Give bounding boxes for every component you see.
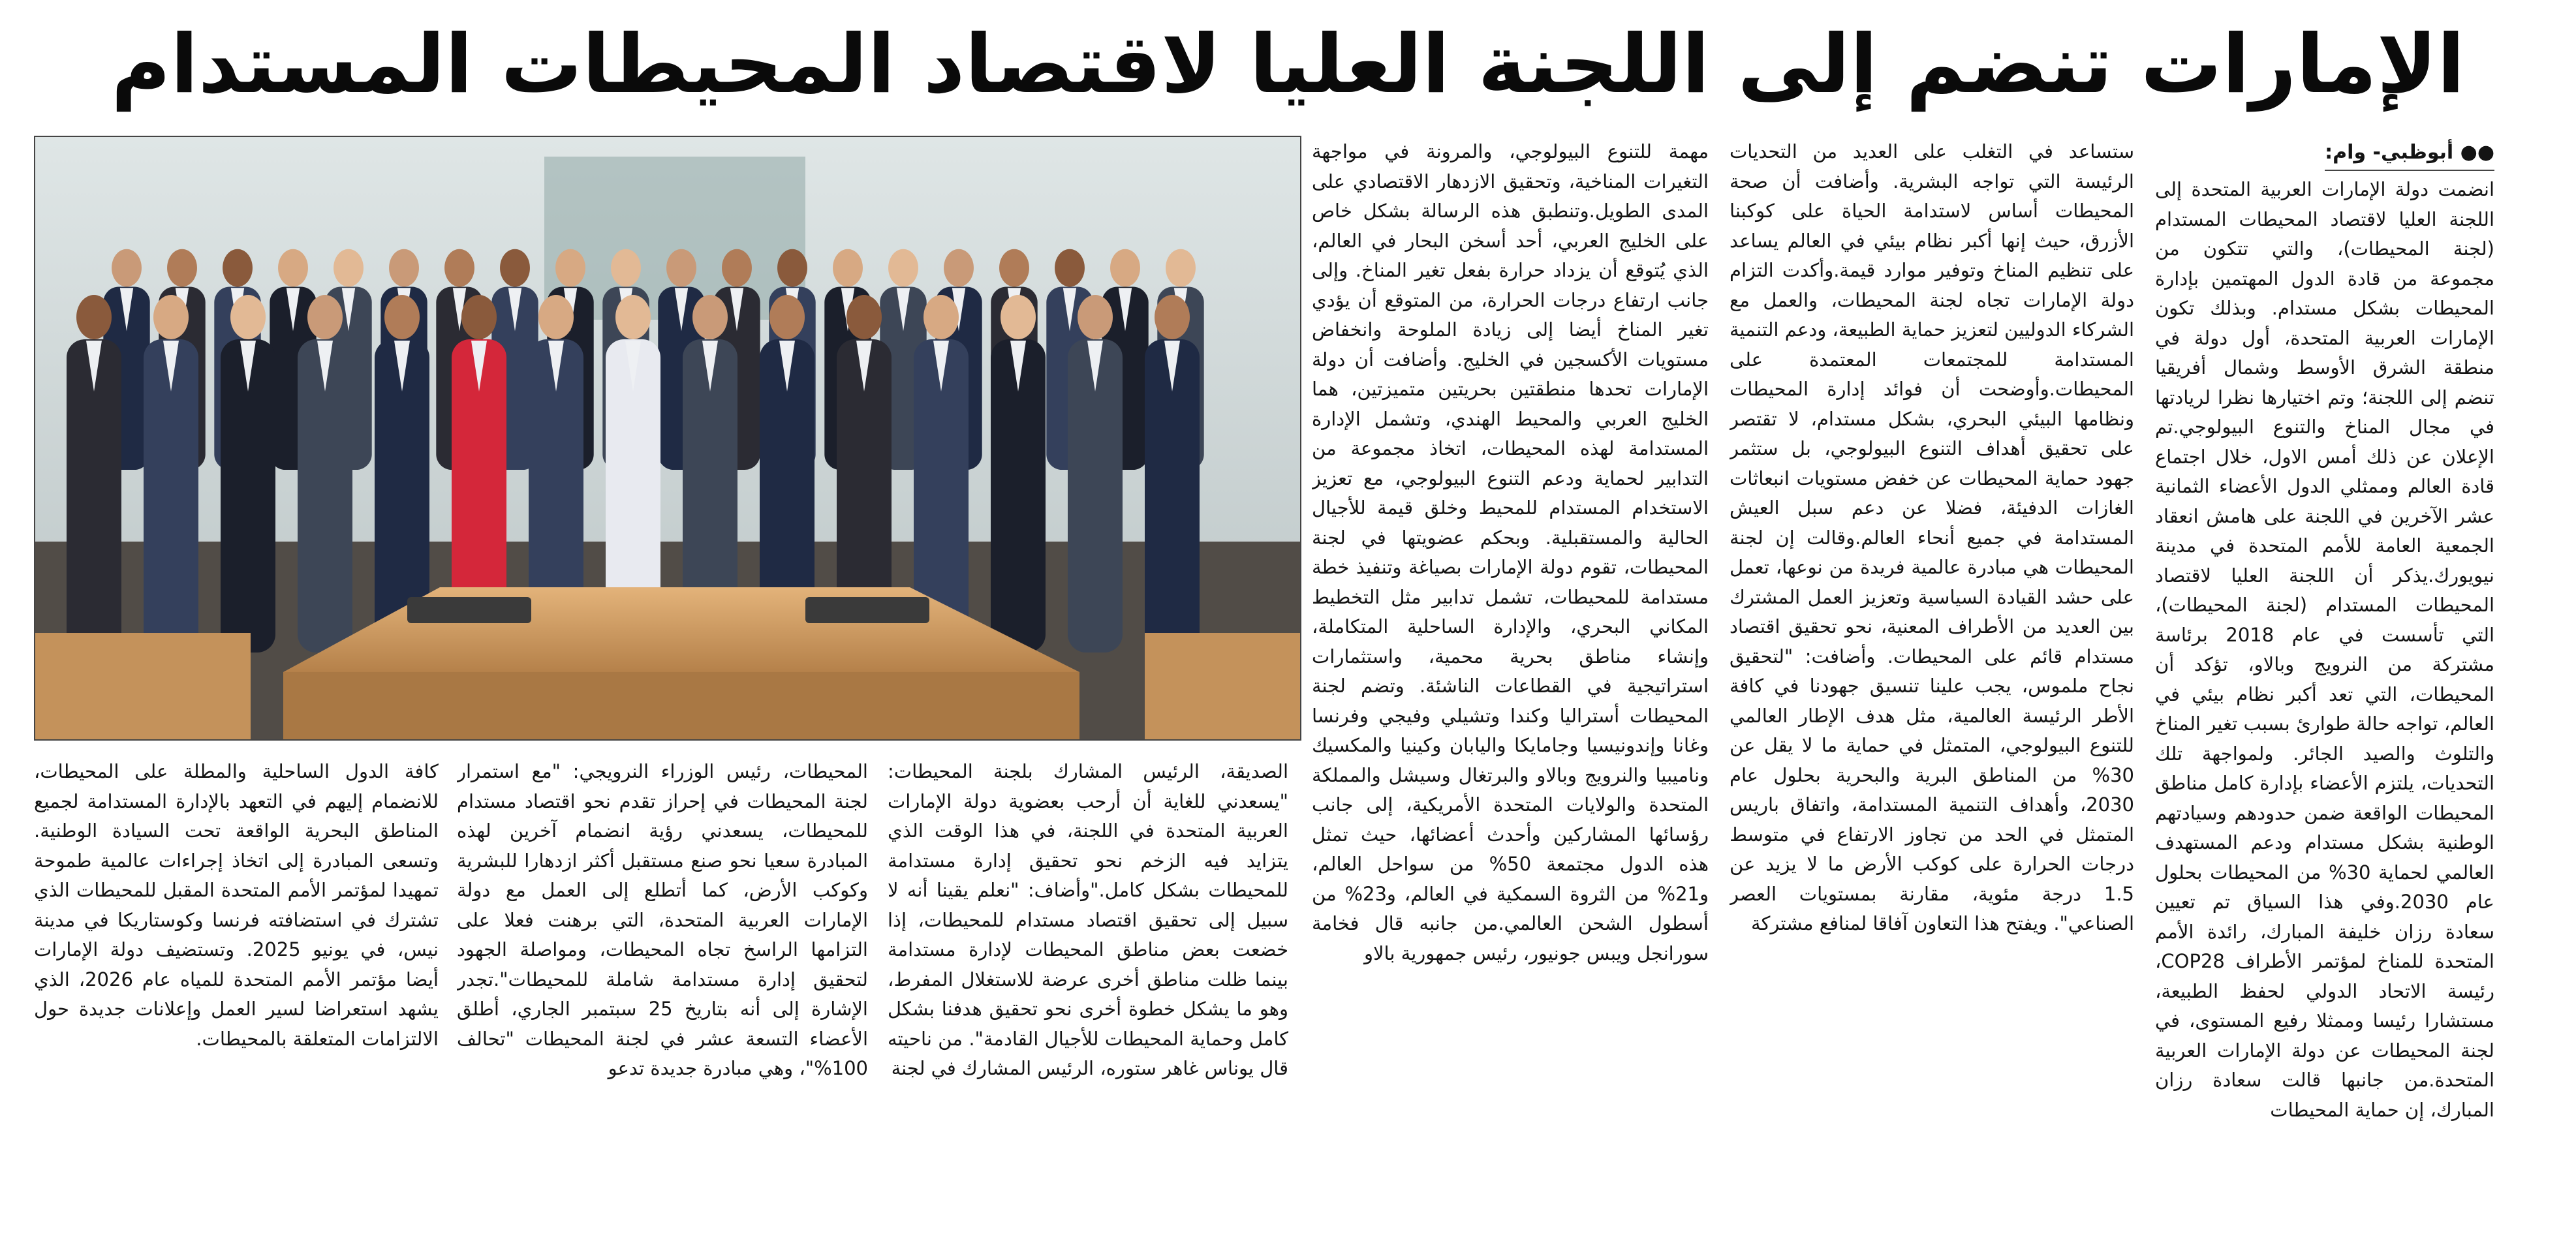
- article-column-1: [2155, 137, 2494, 1240]
- person-figure: [1145, 295, 1200, 653]
- article-column-3: [1312, 137, 1709, 1240]
- column-6-text: كافة الدول الساحلية والمطلة على المحيطات، للانضمام إليهم في التعهد بالإدارة المستدامة لجميع المناطق البحرية الواقعة تحت السيادة الوطنية. وتسعى المبادرة إلى اتخاذ إجراءات عالمية طموحة تمهيدا لمؤتمر الأمم المتحدة المقبل للمحيطات الذي تشترك في استضافته فرنسا وكوستاريكا في مدينة نيس، في يونيو 2025. وتستضيف دولة الإمارات أيضا مؤتمر الأمم المتحدة للمياه عام 2026، الذي يشهد استعراضا لسير العمل وإعلانات جديدة حول الالتزامات المتعلقة بالمحيطات.: [34, 760, 439, 1050]
- dateline: ●● أبوظبي- وام:: [2325, 137, 2494, 171]
- article-column-5: [457, 757, 868, 1246]
- person-figure: [67, 295, 121, 653]
- person-figure: [144, 295, 198, 653]
- column-1-text: انضمت دولة الإمارات العربية المتحدة إلى اللجنة العليا لاقتصاد المحيطات المستدام (لجنة المحيطات)، والتي تتكون من مجموعة من قادة الدول المهتمين بإدارة المحيطات بشكل مستدام. وبذلك تكون الإمارات العربية المتحدة، أول دولة في منطقة الشرق الأوسط وشمال أفريقيا تنضم إلى اللجنة؛ وتم اختيارها نظرا لريادتها في مجال المناخ والتنوع البيولوجي.تم الإعلان عن ذلك أمس الاول، خلال اجتماع قادة العالم وممثلي الدول الأعضاء الثمانية عشر الآخرين في اللجنة على هامش انعقاد الجمعية العامة للأمم المتحدة في مدينة نيويورك.يذكر أن اللجنة العليا لاقتصاد المحيطات المستدام (لجنة المحيطات)، التي تأسست في عام 2018 برئاسة مشتركة من النرويج وبالاو، تؤكد أن المحيطات، التي تعد أكبر نظام بيئي في العالم، تواجه حالة طوارئ بسبب تغير المناخ والتلوث والصيد الجائر. ولمواجهة تلك التحديات، يلتزم الأعضاء بإدارة كامل مناطق المحيطات الواقعة ضمن حدودهم وسيادتهم الوطنية بشكل مستدام ودعم المستهدف العالمي لحماية 30% من المحيطات بحلول عام 2030.وفي هذا السياق تم تعيين سعادة رزان خليفة المبارك، رائدة الأمم المتحدة للمناخ لمؤتمر الأطراف COP28، رئيسة الاتحاد الدولي لحفظ الطبيعة، مستشارا رئيسا وممثلا رفيع المستوى، في لجنة المحيطات عن دولة الإمارات العربية المتحدة.من جانبها قالت سعادة رزان المبارك، إن حماية المحيطات: [2155, 178, 2494, 1121]
- person-figure: [221, 295, 275, 653]
- group-photo: [34, 136, 1301, 741]
- person-figure: [991, 295, 1046, 653]
- column-3-text: مهمة للتنوع البيولوجي، والمرونة في مواجهة التغيرات المناخية، وتحقيق الازدهار الاقتصادي على المدى الطويل.وتنطبق هذه الرسالة بشكل خاص على الخليج العربي، أحد أسخن البحار في العالم، الذي يُتوقع أن يزداد حرارة بفعل تغير المناخ. وإلى جانب ارتفاع درجات الحرارة، من المتوقع أن يؤدي تغير المناخ أيضا إلى زيادة الملوحة وانخفاض مستويات الأكسجين في الخليج. وأضافت أن دولة الإمارات تحدها منطقتين بحريتين متميزتين، هما الخليج العربي والمحيط الهندي، وتشمل الإدارة المستدامة لهذه المحيطات، اتخاذ مجموعة من التدابير لحماية ودعم التنوع البيولوجي، مع تعزيز الاستخدام المستدام للمحيط وخلق قيمة للأجيال الحالية والمستقبلية. وبحكم عضويتها في لجنة المحيطات، تقوم دولة الإمارات بصياغة وتنفيذ خطة مستدامة للمحيطات، تشمل تدابير مثل التخطيط المكاني البحري، والإدارة الساحلية المتكاملة، وإنشاء مناطق بحرية محمية، واستثمارات استراتيجية في القطاعات الناشئة. وتضم لجنة المحيطات أستراليا وكندا وتشيلي وفيجي وفرنسا وغانا وإندونيسيا وجامايكا واليابان وكينيا والمكسيك وناميبيا والنرويج وبالاو والبرتغال وسيشل والمملكة المتحدة والولايات المتحدة الأمريكية، إلى جانب رؤسائها المشاركين وأحدث أعضائها، حيث تمثل هذه الدول مجتمعة 50% من سواحل العالم، و21% من الثروة السمكية في العالم، و23% من أسطول الشحن العالمي.من جانبه قال فخامة سورانجل ويبس جونيور، رئيس جمهورية بالاو: [1312, 140, 1709, 964]
- column-4-text: الصديقة، الرئيس المشارك بلجنة المحيطات: "يسعدني للغاية أن أرحب بعضوية دولة الإمارات العربية المتحدة في اللجنة، في هذا الوقت الذي يتزايد فيه الزخم نحو تحقيق إدارة مستدامة للمحيطات بشكل كامل."وأضاف: "نعلم يقينا أنه لا سبيل إلى تحقيق اقتصاد مستدام للمحيطات، إذا خضعت بعض مناطق المحيطات لإدارة مستدامة بينما ظلت مناطق أخرى عرضة للاستغلال المفرط، وهو ما يشكل خطوة أخرى نحو تحقيق هدفنا بشكل كامل وحماية المحيطات للأجيال القادمة". من ناحيته قال يوناس غاهر ستوره، الرئيس المشارك في لجنة: [888, 760, 1288, 1079]
- article-column-4: [888, 757, 1288, 1246]
- article-column-2: [1730, 137, 2134, 1240]
- group-photo-illustration: [35, 137, 1300, 739]
- article-column-6: [34, 757, 439, 1246]
- person-figure: [298, 295, 352, 653]
- column-5-text: المحيطات، رئيس الوزراء النرويجي: "مع استمرار لجنة المحيطات في إحراز تقدم نحو اقتصاد مستدام للمحيطات، يسعدني رؤية انضمام آخرين لهذه المبادرة سعيا نحو صنع مستقبل أكثر ازدهارا للبشرية وكوكب الأرض، كما أتطلع إلى العمل مع دولة الإمارات العربية المتحدة، التي برهنت فعلا على التزامها الراسخ تجاه المحيطات، ومواصلة الجهود لتحقيق إدارة مستدامة شاملة للمحيطات".تجدر الإشارة إلى أنه بتاريخ 25 سبتمبر الجاري، أطلق الأعضاء التسعة عشر في لجنة المحيطات "تحالف 100%"، وهي مبادرة جديدة تدعو: [457, 760, 868, 1079]
- column-2-text: ستساعد في التغلب على العديد من التحديات الرئيسة التي تواجه البشرية. وأضافت أن صحة المحيطات أساس لاستدامة الحياة على كوكبنا الأزرق، حيث إنها أكبر نظام بيئي في العالم يساعد على تنظيم المناخ وتوفير موارد قيمة.وأكدت التزام دولة الإمارات تجاه لجنة المحيطات، والعمل مع الشركاء الدوليين لتعزيز حماية الطبيعة، ودعم التنمية المستدامة للمجتمعات المعتمدة على المحيطات.وأوضحت أن فوائد إدارة المحيطات ونظامها البيئي البحري، بشكل مستدام، لا تقتصر على تحقيق أهداف التنوع البيولوجي، بل ستثمر جهود حماية المحيطات عن خفض مستويات انبعاثات الغازات الدفيئة، فضلا عن دعم سبل العيش المستدامة في جميع أنحاء العالم.وقالت إن لجنة المحيطات هي مبادرة عالمية فريدة من نوعها، تعمل على حشد القيادة السياسية وتعزيز العمل المشترك بين العديد من الأطراف المعنية، نحو تحقيق اقتصاد مستدام قائم على المحيطات. وأضافت: "لتحقيق نجاح ملموس، يجب علينا تنسيق جهودنا في كافة الأطر الرئيسة العالمية، مثل هدف الإطار العالمي للتنوع البيولوجي، المتمثل في حماية ما لا يقل عن 30% من المناطق البرية والبحرية بحلول عام 2030، وأهداف التنمية المستدامة، واتفاق باريس المتمثل في الحد من تجاوز الارتفاع في متوسط درجات الحرارة على كوكب الأرض ما لا يزيد عن 1.5 درجة مئوية، مقارنة بمستويات العصر الصناعي". ويفتح هذا التعاون آفاقا لمنافع مشتركة: [1730, 140, 2134, 934]
- headline: الإمارات تنضم إلى اللجنة العليا لاقتصاد المحيطات المستدام: [111, 18, 2465, 112]
- person-figure: [1068, 295, 1123, 653]
